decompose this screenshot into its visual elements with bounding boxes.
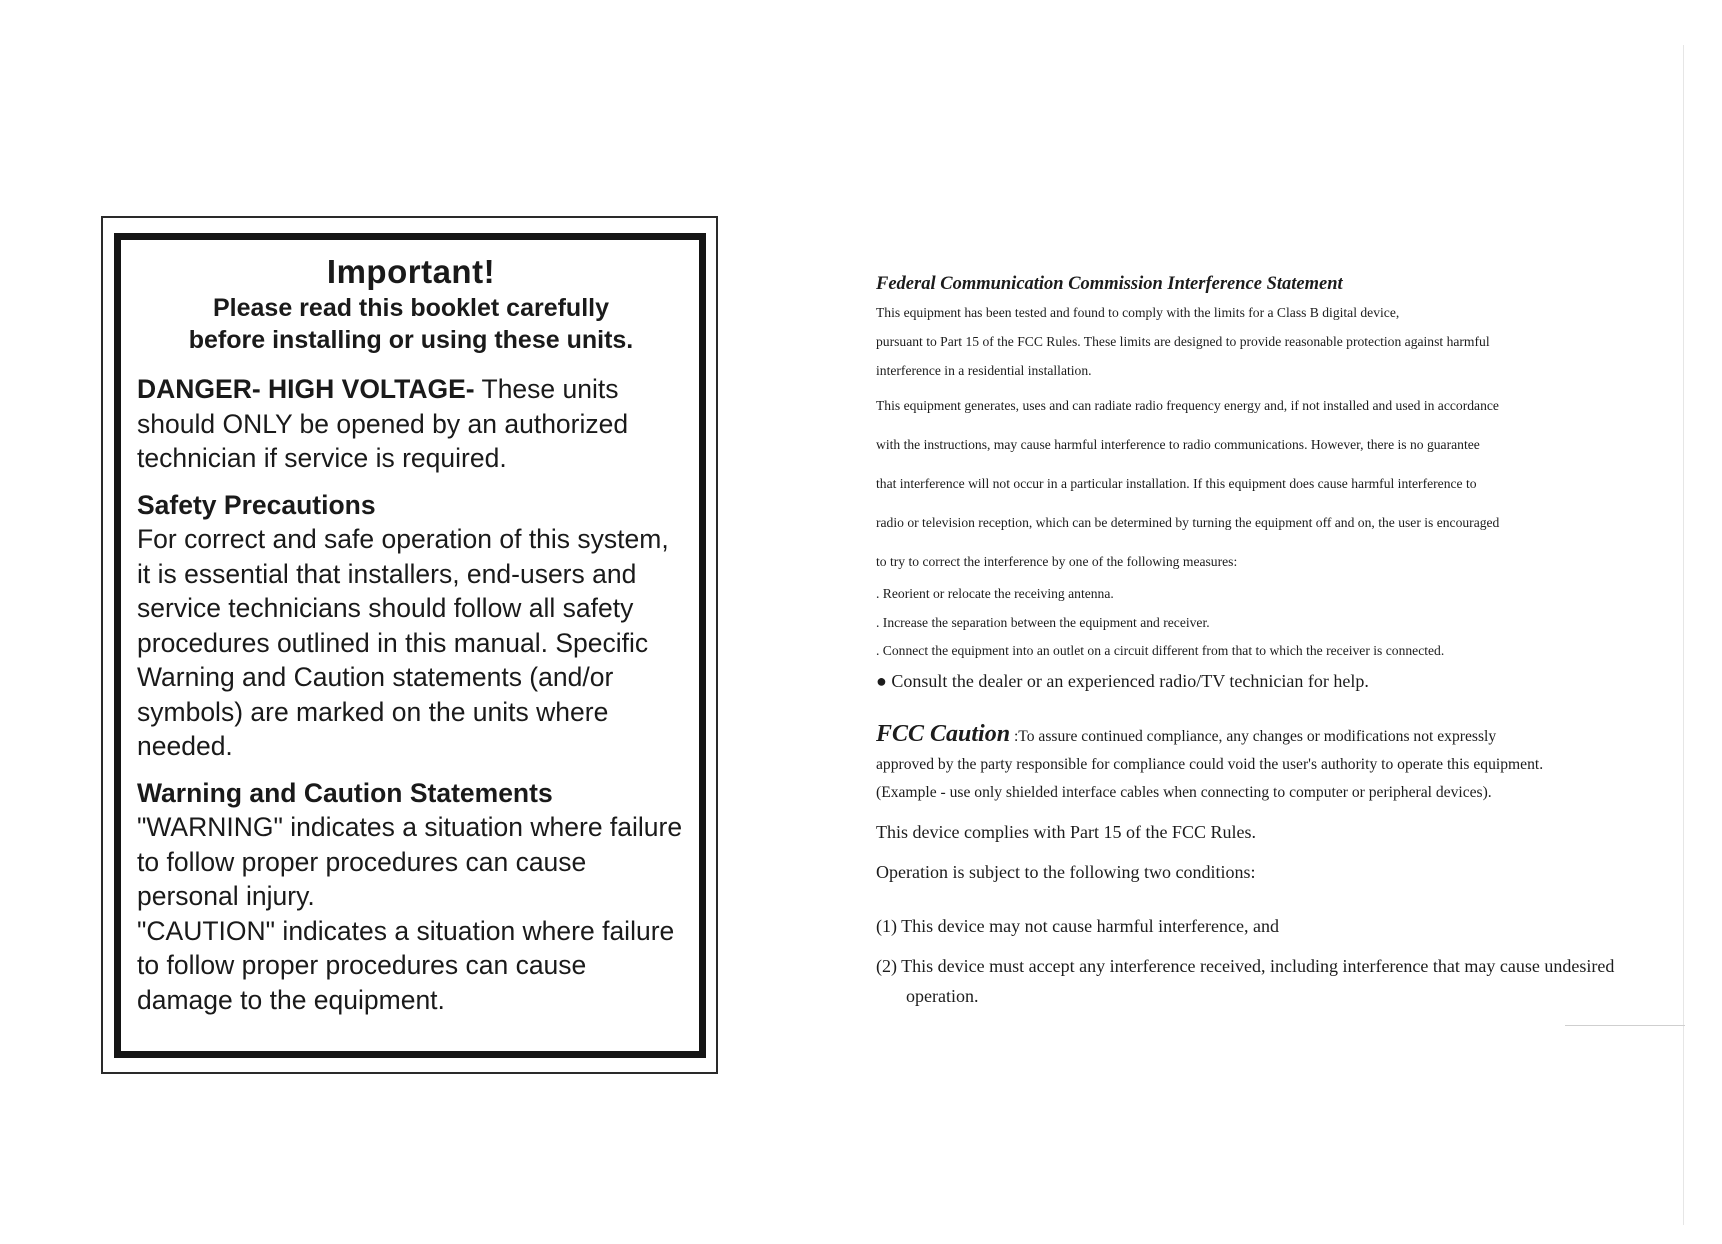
fcc-tested-line: pursuant to Part 15 of the FCC Rules. These limits are designed to provide reasonable protection against harmful xyxy=(876,334,1490,349)
warning-caution-heading: Warning and Caution Statements xyxy=(137,777,553,808)
fcc-generates-line: to try to correct the interference by one of the following measures: xyxy=(876,554,1238,569)
caution-definition: "CAUTION" indicates a situation where failure to follow proper procedures can cause damage to the equipment. xyxy=(137,915,675,1015)
fcc-generates-line: with the instructions, may cause harmful interference to radio communications. However, there is no guarantee xyxy=(876,437,1480,452)
fcc-condition-item: (2) This device must accept any interference received, including interference that may cause undesired operation. xyxy=(876,955,1615,1006)
fcc-caution-line: approved by the party responsible for compliance could void the user's authority to operate this equipment. xyxy=(876,755,1544,773)
important-subtitle-line2: before installing or using these units. xyxy=(188,326,634,354)
fcc-tested-line: This equipment has been tested and found to comply with the limits for a Class B digital device, xyxy=(876,305,1400,320)
fcc-generates-line: that interference will not occur in a particular installation. If this equipment does cause harmful interference to xyxy=(876,476,1477,491)
important-notice-box xyxy=(114,233,706,1058)
warning-definition: "WARNING" indicates a situation where failure to follow proper procedures can cause personal injury. xyxy=(137,812,683,911)
fcc-generates-line: This equipment generates, uses and can radiate radio frequency energy and, if not installed and used in accordance xyxy=(876,398,1499,413)
fcc-title: Federal Communication Commission Interference Statement xyxy=(876,274,1343,294)
scan-mark xyxy=(1565,1025,1685,1026)
safety-heading: Safety Precautions xyxy=(137,489,376,520)
fcc-measure-item: . Increase the separation between the equipment and receiver. xyxy=(876,614,1210,630)
fcc-condition-item: (1) This device may not cause harmful interference, and xyxy=(876,915,1279,936)
fcc-generates-line: radio or television reception, which can be determined by turning the equipment off and on, the user is encouraged xyxy=(876,515,1500,530)
fcc-consult-item: ● Consult the dealer or an experienced radio/TV technician for help. xyxy=(876,670,1369,691)
fcc-caution-line: :To assure continued compliance, any changes or modifications not expressly xyxy=(1010,727,1497,745)
fcc-caution-paragraph xyxy=(876,720,1666,751)
scan-edge-line xyxy=(1683,45,1684,1225)
important-title: Important! xyxy=(326,253,496,290)
safety-text: For correct and safe operation of this system, it is essential that installers, end-users and service technicians should follow all safety procedures outlined in this manual. Specific Warning and Caution statements (and/or symbols) are marked on the units where needed. xyxy=(137,524,669,761)
fcc-caution-line: (Example - use only shielded interface cables when connecting to computer or peripheral devices). xyxy=(876,783,1492,801)
fcc-operation-text: Operation is subject to the following two conditions: xyxy=(876,861,1256,882)
important-subtitle-line1: Please read this booklet carefully xyxy=(213,294,609,322)
fcc-tested-line: interference in a residential installation. xyxy=(876,363,1092,378)
danger-heading: DANGER- HIGH VOLTAGE- xyxy=(137,374,475,404)
danger-paragraph xyxy=(137,372,685,476)
fcc-caution-heading: FCC Caution xyxy=(876,720,1011,747)
fcc-statement xyxy=(876,270,1666,1011)
fcc-complies-text: This device complies with Part 15 of the FCC Rules. xyxy=(876,821,1256,842)
danger-text: These units should ONLY be opened by an authorized technician if service is required. xyxy=(137,374,629,473)
fcc-measure-item: . Reorient or relocate the receiving antenna. xyxy=(876,586,1114,601)
fcc-measure-item: . Connect the equipment into an outlet on a circuit different from that to which the receiver is connected. xyxy=(876,643,1445,658)
